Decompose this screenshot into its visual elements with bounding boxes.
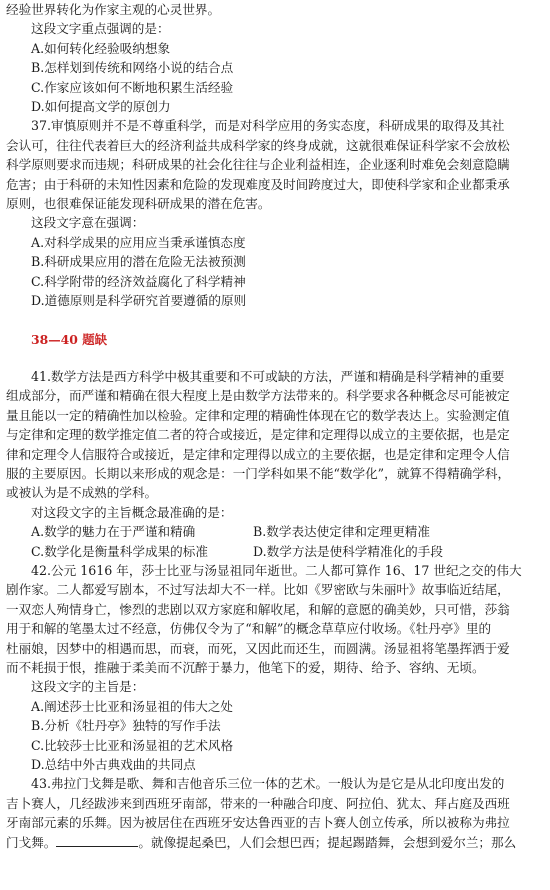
q42-option-a: A.阐述莎士比亚和汤显祖的伟大之处 (31, 698, 234, 714)
q41-passage-line-6: 服的主要原因。长期以来形成的观念是：一门学科如果不能“数学化”，就算不得精确学科， (6, 465, 511, 481)
q43-passage-line-1: 43.弗拉门戈舞是歌、舞和吉他音乐三位一体的艺术。一般认为是它是从北印度出发的 (31, 776, 505, 792)
q43-line4-prefix: 门戈舞。 (6, 834, 57, 850)
q42-option-c: C.比较莎士比亚和汤显祖的艺术风格 (31, 737, 234, 753)
q43-passage-line-3: 牙南部元素的乐舞。因为被居住在西班牙安达鲁西亚的吉卜赛人创立传承，所以被称为弗拉 (6, 815, 510, 831)
q41-passage-line-4: 与定律和定理的数学推定值二者的符合或接近，是定律和定理得以成立的主要依据，也是定 (6, 427, 510, 443)
q41-passage-line-3: 量且能以一定的精确性加以检验。定律和定理的精确性体现在它的数学表达上。实验测定值 (6, 407, 510, 423)
q42-passage-line-6: 而不耗损于恨，推融于柔美而不沉醉于暴力，他笔下的爱，期待、给予、容纳、无顷。 (6, 660, 485, 675)
q37-option-c: C.科学附带的经济效益腐化了科学精神 (31, 273, 246, 289)
q37-option-b: B.科研成果应用的潜在危险无法被预测 (31, 254, 246, 270)
q41-option-a: A.数学的魅力在于严谨和精确 (31, 524, 196, 540)
q41-options-row-1 (31, 522, 544, 541)
q36-option-d: D.如何提高文学的原创力 (31, 99, 171, 115)
q41-passage-line-7: 或被认为是不成熟的学科。 (6, 485, 158, 501)
q43-line4-suffix: 。就像提起桑巴，人们会想巴西；提起踢踏舞，会想到爱尔兰；那么 (138, 834, 517, 850)
q41-passage-line-5: 律和定理令人信服符合或接近，是定律和定理得以成立的主要依据，也是定律和定理令人信 (6, 446, 510, 462)
q41-passage-line-1: 41.数学方法是西方科学中极其重要和不可或缺的方法，严谨和精确是科学精神的重要 (31, 368, 505, 384)
q37-option-d: D.道德原则是科学研究首要遵循的原则 (31, 293, 247, 309)
q36-stem: 这段文字重点强调的是： (31, 21, 170, 37)
q43-passage-line-2: 吉卜赛人，几经跋涉来到西班牙南部，带来的一种融合印度、阿拉伯、犹太、拜占庭及西班 (6, 795, 510, 811)
q37-stem: 这段文字意在强调： (31, 215, 145, 231)
q42-option-b: B.分析《牡丹亭》独特的写作手法 (31, 718, 221, 734)
q42-passage-line-2: 剧作家。二人都爱写剧本，不过写法却大不一样。比如《罗密欧与朱丽叶》故事临近结尾， (6, 582, 510, 598)
q42-stem: 这段文字的主旨是： (31, 679, 145, 695)
q37-option-a: A.对科学成果的应用应当秉承谨慎态度 (31, 234, 246, 250)
q42-option-d: D.总结中外古典戏曲的共同点 (31, 757, 196, 773)
q37-passage-line-5: 原则，也很难保证能发现科研成果的潜在危害。 (6, 196, 271, 212)
q41-stem: 对这段文字的主旨概念最准确的是： (31, 504, 233, 520)
q43-passage-line-4 (6, 833, 544, 852)
q37-passage-line-2: 会认可，往往代表着巨大的经济利益共成科学家的终身成就，这就很难保证科学家不会放松 (6, 137, 510, 153)
q37-passage-line-1: 37.审慎原则并不是不尊重科学，而是对科学应用的务实态度，科研成果的取得及其社 (31, 118, 505, 134)
q36-option-b: B.怎样划到传统和网络小说的结合点 (31, 60, 234, 76)
q41-passage-line-2: 组成部分，而严谨和精确在很大程度上是由数学方法带来的。科学要求各种概念尽可能被定 (6, 388, 510, 404)
answer-blank[interactable] (56, 834, 138, 847)
q36-option-c: C.作家应该如何不断地积累生活经验 (31, 79, 234, 95)
q42-passage-line-3: 一双恋人殉情身亡，惨烈的悲剧以双方家庭和解收尾，和解的意愿的确美妙，只可惜，莎翁 (6, 601, 510, 617)
q41-option-d: D.数学方法是使科学精准化的手段 (253, 543, 443, 559)
q41-option-b: B.数学表达使定律和定理更精准 (253, 524, 430, 540)
q37-passage-line-4: 危害；由于科研的未知性因素和危险的发现难度及时间跨度过大，即使科学家和企业都秉承 (6, 176, 510, 192)
q41-options-row-2 (31, 542, 544, 561)
q42-passage-line-4: 用于和解的笔墨太过不经意，仿佛仅令为了“和解”的概念草草应付收场。《牡丹亭》里的 (6, 621, 492, 637)
missing-questions-note: 38—40 题缺 (31, 331, 107, 347)
q37-passage-line-3: 科学原则要求而违规；科研成果的社会化往往与企业利益相连，企业逐利时难免会刻意隐瞒 (6, 157, 510, 173)
q42-passage-line-5: 杜丽娘，因梦中的相遇而思，而衰，而死，又因此而还生，而圆满。汤显祖将笔墨挥洒于爱 (6, 640, 510, 656)
q42-passage-line-1: 42.公元 1616 年，莎士比亚与汤显祖同年逝世。二人都可算作 16、17 世纪之交的伟大 (31, 562, 522, 578)
q36-option-a: A.如何转化经验吸纳想象 (31, 40, 171, 56)
carryover-line: 经验世界转化为作家主观的心灵世界。 (6, 2, 221, 17)
q41-option-c: C.数学化是衡量科学成果的标准 (31, 543, 208, 559)
